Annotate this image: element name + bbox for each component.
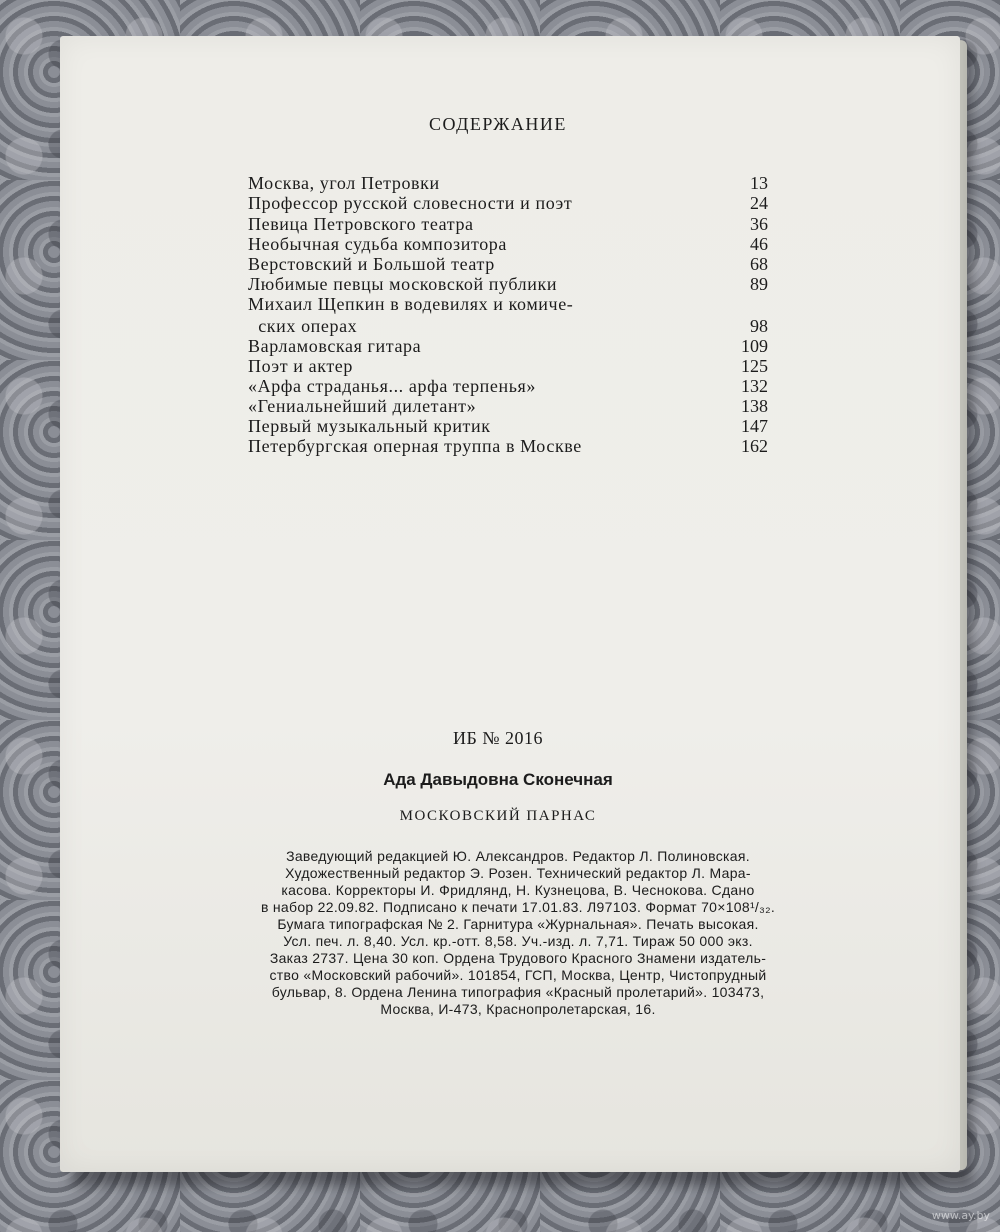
toc-entry-page: 98 [750, 316, 768, 336]
book-back-page [60, 36, 960, 1172]
toc-entry-title: Верстовский и Большой театр [248, 254, 495, 274]
ib-number: ИБ № 2016 [452, 728, 543, 748]
toc-entry-page: 147 [741, 416, 768, 436]
toc-entry-title: ских операх [248, 316, 358, 336]
toc-entry-page: 46 [750, 234, 768, 254]
toc-entry [248, 254, 768, 274]
toc-entry-title: «Арфа страданья... арфа терпенья» [248, 376, 537, 396]
toc-entry-title: Петербургская оперная труппа в Москве [248, 436, 582, 456]
toc-entry-title: Необычная судьба композитора [248, 234, 507, 254]
imprint-line: ство «Московский рабочий». 101854, ГСП, Москва, Центр, Чистопрудный [269, 967, 767, 983]
toc-entry-page: 132 [741, 376, 768, 396]
toc-entry [248, 316, 768, 336]
imprint-line: Москва, И-473, Краснопролетарская, 16. [380, 1001, 656, 1017]
imprint-line: Заведующий редакцией Ю. Александров. Редактор Л. Полиновская. [286, 848, 750, 864]
toc-entry [248, 234, 768, 254]
imprint-line: Художественный редактор Э. Розен. Технический редактор Л. Мара- [285, 865, 751, 881]
imprint-line: касова. Корректоры И. Фридлянд, Н. Кузнецова, В. Чеснокова. Сдано [281, 882, 755, 898]
imprint-line: Бумага типографская № 2. Гарнитура «Журнальная». Печать высокая. [277, 916, 759, 932]
toc-entry [248, 274, 768, 294]
toc-entry-page: 138 [741, 396, 768, 416]
toc-entry-page: 68 [750, 254, 768, 274]
toc-entry-page: 125 [741, 356, 768, 376]
imprint-line: Заказ 2737. Цена 30 коп. Ордена Трудового Красного Знамени издатель- [269, 950, 767, 966]
watermark: www.ay.by [931, 1209, 990, 1222]
toc-entry [248, 416, 768, 436]
toc-entry [248, 193, 768, 213]
book-title: МОСКОВСКИЙ ПАРНАС [399, 808, 597, 824]
toc-entry-title: «Гениальнейший дилетант» [248, 396, 477, 416]
toc-entry-title: Москва, угол Петровки [248, 173, 440, 193]
toc-entry-page: 162 [741, 436, 768, 456]
toc-entry-title: Первый музыкальный критик [248, 416, 491, 436]
toc-entry-title: Михаил Щепкин в водевилях и комиче- [248, 294, 574, 314]
imprint-block [160, 848, 876, 1018]
toc-entry [248, 436, 768, 456]
toc-entry [248, 376, 768, 396]
toc-entry-page: 24 [750, 193, 768, 213]
imprint-line: бульвар, 8. Ордена Ленина типография «Красный пролетарий». 103473, [271, 984, 765, 1000]
imprint-line: Усл. печ. л. 8,40. Усл. кр.-отт. 8,58. Уч.-изд. л. 7,71. Тираж 50 000 экз. [283, 933, 753, 949]
toc-entry-page: 13 [750, 173, 768, 193]
toc-heading: СОДЕРЖАНИЕ [429, 114, 567, 134]
toc-entry-title: Профессор русской словесности и поэт [248, 193, 573, 213]
toc-entry-title: Варламовская гитара [248, 336, 422, 356]
toc-entry [248, 356, 768, 376]
toc-entry [248, 336, 768, 356]
toc-entry [248, 214, 768, 234]
toc-entry-page: 36 [750, 214, 768, 234]
toc-entry-title: Певица Петровского театра [248, 214, 474, 234]
toc-entry-title: Поэт и актер [248, 356, 353, 376]
toc-entry-page: 89 [750, 274, 768, 294]
imprint-line: в набор 22.09.82. Подписано к печати 17.01.83. Л97103. Формат 70×108¹/₃₂. [260, 899, 776, 915]
toc-entry-title: Любимые певцы московской публики [248, 274, 558, 294]
toc-entry-page: 109 [741, 336, 768, 356]
toc-entry [248, 396, 768, 416]
toc-entry [248, 294, 768, 314]
author-name: Ада Давыдовна Сконечная [383, 770, 613, 789]
toc-entry [248, 173, 768, 193]
